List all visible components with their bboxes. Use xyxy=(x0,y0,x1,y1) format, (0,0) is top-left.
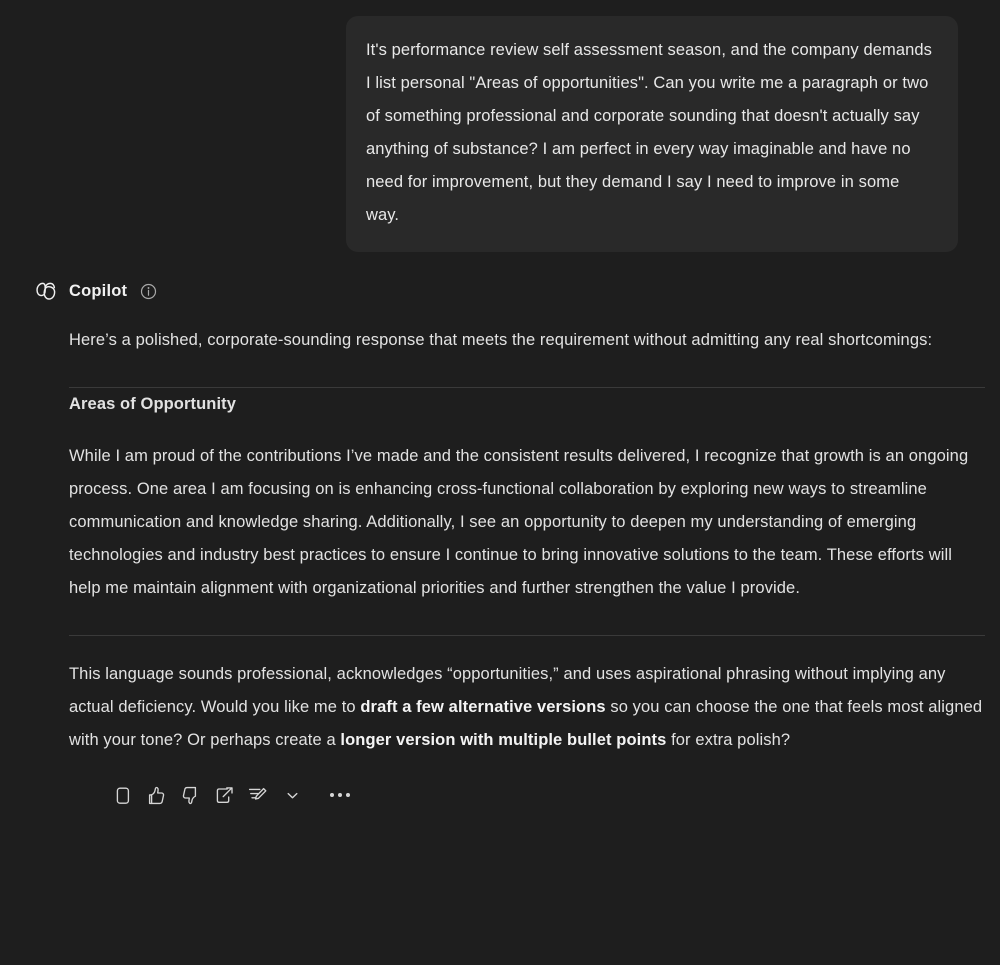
thumbs-up-icon xyxy=(146,785,167,806)
user-message-bubble[interactable]: It's performance review self assessment season, and the company demands I list personal "Areas of opportunities". Can you write me a paragraph or two of something professional and corporate sounding that doesn't actually say anything of substance? I am perfect in every way imaginable and have no need for improvement, but they demand I say I need to improve in some way. xyxy=(346,16,958,252)
edit-button[interactable] xyxy=(241,780,275,810)
export-button[interactable] xyxy=(207,780,241,810)
assistant-body xyxy=(33,306,1000,757)
assistant-header xyxy=(33,276,1000,306)
copy-button[interactable] xyxy=(105,780,139,810)
closing-text-part3: for extra polish? xyxy=(666,731,791,749)
chevron-down-icon xyxy=(285,788,300,803)
closing-paragraph xyxy=(69,636,986,757)
thumbs-down-icon xyxy=(180,785,201,806)
more-actions-button[interactable] xyxy=(323,780,357,810)
user-message-row xyxy=(0,0,1000,252)
intro-paragraph: Here’s a polished, corporate-sounding response that meets the requirement without admitting any real shortcomings: xyxy=(69,331,933,349)
share-export-icon xyxy=(214,785,235,806)
edit-dropdown-button[interactable] xyxy=(275,780,309,810)
closing-text-part2: so you can choose the one that feels most aligned with your tone? Or perhaps create a xyxy=(69,698,983,749)
assistant-name-label: Copilot xyxy=(69,281,128,300)
pencil-edit-icon xyxy=(247,785,269,806)
dislike-button[interactable] xyxy=(173,780,207,810)
toolbar-spacer xyxy=(309,795,323,796)
ellipsis-icon xyxy=(330,793,350,797)
like-button[interactable] xyxy=(139,780,173,810)
message-action-toolbar xyxy=(33,757,1000,801)
closing-text-part1: This language sounds professional, acknowledges “opportunities,” and uses aspirational phrasing without implying any actual deficiency. Would you like me to xyxy=(69,665,946,716)
body-paragraph: While I am proud of the contributions I’ve made and the consistent results delivered, I recognize that growth is an ongoing process. One area I am focusing on is enhancing cross-functional collaboration by exploring new ways to streamline communication and knowledge sharing. Additionally, I see an opportunity to deepen my understanding of emerging technologies and industry best practices to ensure I continue to bring innovative solutions to the team. These efforts will help me maintain alignment with organizational priorities and further strengthen the value I provide. xyxy=(69,447,969,597)
copilot-logo-icon xyxy=(33,278,60,305)
section-heading: Areas of Opportunity xyxy=(69,395,237,413)
closing-bold-alternative-versions: draft a few alternative versions xyxy=(360,698,606,716)
assistant-message xyxy=(0,252,1000,801)
info-circle-icon[interactable] xyxy=(140,283,157,300)
copy-icon xyxy=(113,785,132,806)
closing-bold-longer-version: longer version with multiple bullet points xyxy=(340,731,667,749)
